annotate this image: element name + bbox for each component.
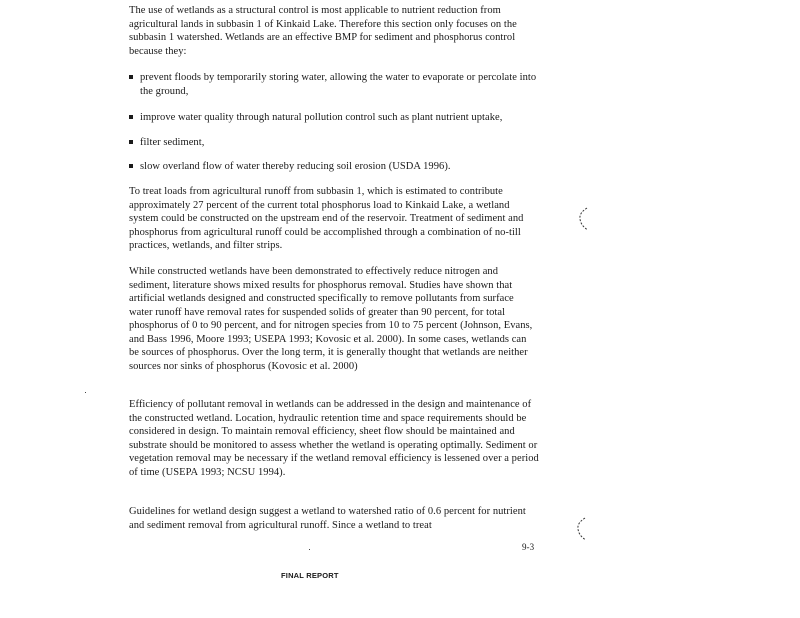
bullet-square-icon	[129, 115, 133, 119]
scan-speck	[85, 392, 86, 393]
bullet-item: improve water quality through natural pollution control such as plant nutrient uptake,	[129, 111, 539, 125]
body-paragraph: While constructed wetlands have been demonstrated to effectively reduce nitrogen and sediment, literature shows mixed results for phosphorus removal. Studies have shown that artificial wetlands designed and constructed specifically to remove pollutants from surface water runoff have removal rates for suspended solids of greater than 90 percent, for total phosphorus of 0 to 90 percent, and for nitrogen species from 10 to 75 percent (Johnson, Evans, and Bass 1996, Moore 1993; USEPA 1993; Kovosic et al. 2000). In some cases, wetlands can be sources of phosphorus. Over the long term, it is generally thought that wetlands are neither sources nor sinks of phosphorus (Kovosic et al. 2000)	[129, 266, 533, 372]
body-paragraph: Efficiency of pollutant removal in wetlands can be addressed in the design and maintenance of the constructed wetland. Location, hydraulic retention time and space requirements should be considered in design. To maintain removal efficiency, sheet flow should be maintained and substrate should be monitored to assess whether the wetland is operating optimally. Sediment or vegetation removal may be necessary if the wetland removal efficiency is lessened over a period of time (USEPA 1993; NCSU 1994).	[129, 399, 539, 478]
bullet-item: filter sediment,	[129, 136, 539, 150]
bullet-square-icon	[129, 75, 133, 79]
bullet-square-icon	[129, 140, 133, 144]
binder-hole-mark-icon	[576, 206, 590, 232]
scan-speck	[309, 549, 310, 550]
bullet-item: slow overland flow of water thereby reducing soil erosion (USDA 1996).	[129, 160, 539, 174]
bullet-item: prevent floods by temporarily storing water, allowing the water to evaporate or percolate into the ground,	[129, 71, 539, 98]
bullet-square-icon	[129, 164, 133, 168]
footer-label: FINAL REPORT	[281, 571, 339, 580]
body-paragraph: To treat loads from agricultural runoff from subbasin 1, which is estimated to contribute approximately 27 percent of the current total phosphorus load to Kinkaid Lake, a wetland system could be constructed on the upstream end of the reservoir. Treatment of sediment and phosphorus from agricultural runoff could be accomplished through a combination of no-till practices, wetlands, and filter strips.	[129, 186, 524, 251]
intro-paragraph: The use of wetlands as a structural control is most applicable to nutrient reduction from agricultural lands in subbasin 1 of Kinkaid Lake. Therefore this section only focuses on the subbasin 1 watershed. Wetlands are an effective BMP for sediment and phosphorus control because they:	[129, 5, 517, 57]
binder-hole-mark-icon	[574, 516, 588, 542]
page-number: 9-3	[522, 542, 535, 552]
body-paragraph: Guidelines for wetland design suggest a wetland to watershed ratio of 0.6 percent for nutrient and sediment removal from agricultural runoff. Since a wetland to treat	[129, 506, 526, 531]
